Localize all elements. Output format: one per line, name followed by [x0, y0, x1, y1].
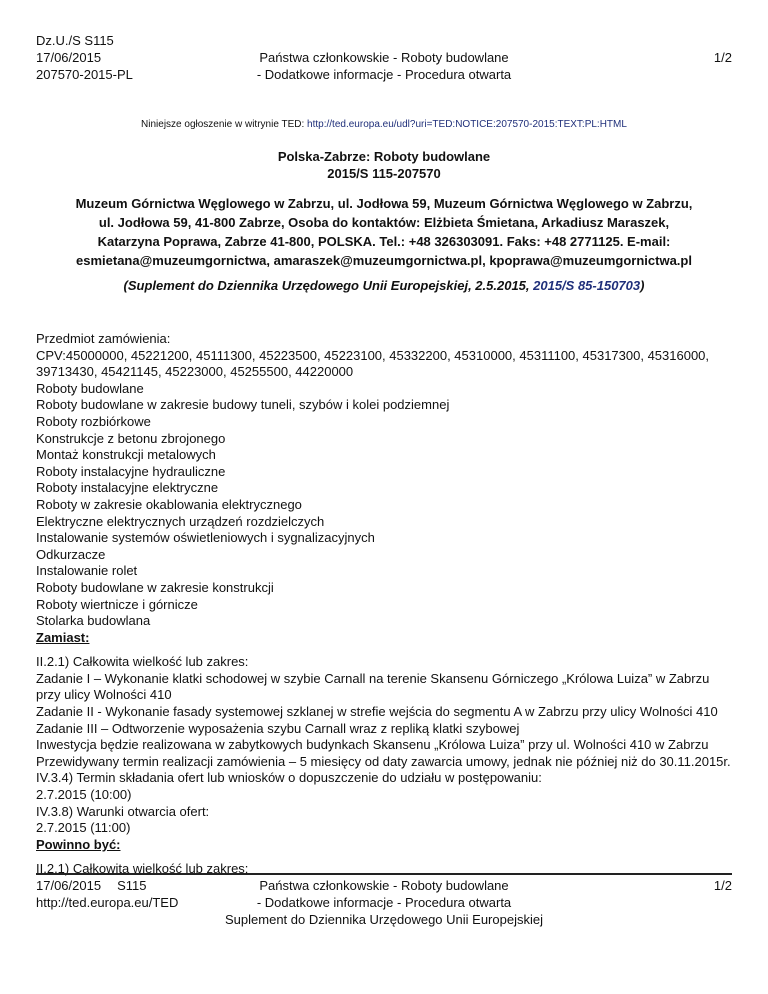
header-ref: Dz.U./S S115 — [36, 33, 114, 48]
list-item: Roboty budowlane w zakresie budowy tuneli, szybów i kolei podziemnej — [36, 397, 450, 413]
instead-line: 2.7.2015 (10:00) — [36, 787, 132, 803]
list-item: Stolarka budowlana — [36, 613, 151, 629]
contracting-line-3: Katarzyna Poprawa, Zabrze 41-800, POLSKA. Tel.: +48 326303091. Faks: +48 2771125. E-mail: — [97, 234, 671, 249]
list-item: Instalowanie systemów oświetleniowych i sygnalizacyjnych — [36, 530, 375, 546]
supplement-reference — [36, 278, 732, 293]
header-title-line1: Państwa członkowskie - Roboty budowlane — [259, 50, 509, 65]
instead-line: II.2.1) Całkowita wielkość lub zakres: — [36, 654, 249, 670]
supplement-link[interactable]: 2015/S 85-150703 — [533, 278, 641, 293]
notice-title-line1: Polska-Zabrze: Roboty budowlane — [277, 149, 491, 164]
footer-title-line3: Suplement do Dziennika Urzędowego Unii Europejskiej — [225, 912, 543, 927]
instead-line: Zadanie III – Odtworzenie wyposażenia szybu Carnall wraz z repliką klatki szybowej — [36, 720, 520, 736]
cpv-line-2: 39713430, 45421145, 45223000, 45255500, 44220000 — [36, 364, 354, 380]
subject-heading: Przedmiot zamówienia: — [36, 331, 171, 346]
footer-title — [36, 877, 732, 928]
instead-line: przy ulicy Wolności 410 — [36, 687, 172, 703]
list-item: Odkurzacze — [36, 546, 106, 562]
page-header — [36, 32, 732, 84]
footer-series: S115 — [117, 878, 147, 893]
list-item: Konstrukcje z betonu zbrojonego — [36, 430, 226, 446]
footer-title-line2: - Dodatkowe informacje - Procedura otwarta — [256, 895, 512, 910]
page-footer — [36, 877, 732, 929]
supplement-prefix: (Suplement do Dziennika Urzędowego Unii Europejskiej, 2.5.2015, — [123, 278, 534, 293]
list-item: Instalowanie rolet — [36, 563, 138, 579]
list-item: Roboty instalacyjne hydrauliczne — [36, 463, 226, 479]
instead-line: Inwestycja będzie realizowana w zabytkowych budynkach Skansenu „Królowa Luiza” przy ul. Wolności 410 w Zabrzu — [36, 737, 709, 753]
list-item: Roboty budowlane — [36, 380, 144, 396]
instead-line: IV.3.4) Termin składania ofert lub wniosków o dopuszczenie do udziału w postępowaniu: — [36, 770, 542, 786]
should-be-label: Powinno być: — [36, 836, 121, 852]
notice-prefix: Niniejsze ogłoszenie w witrynie TED: — [141, 119, 308, 130]
notice-title — [36, 148, 732, 182]
header-page-number: 1/2 — [713, 50, 732, 65]
ted-notice — [36, 119, 732, 130]
footer-url: http://ted.europa.eu/TED — [36, 895, 179, 910]
list-item: Roboty rozbiórkowe — [36, 413, 151, 429]
should-be-line: II.2.1) Całkowita wielkość lub zakres: — [36, 861, 249, 877]
ted-notice-link[interactable]: http://ted.europa.eu/udl?uri=TED:NOTICE:207570-2015:TEXT:PL:HTML — [307, 119, 627, 130]
contracting-line-4: esmietana@muzeumgornictwa, amaraszek@muzeumgornictwa.pl, kpoprawa@muzeumgornictwa.pl — [76, 253, 692, 268]
instead-line: Przewidywany termin realizacji zamówienia – 5 miesięcy od daty zawarcia umowy, jednak nie później niż do 30.11.2015r. — [36, 753, 731, 769]
notice-body — [36, 331, 736, 878]
instead-line: 2.7.2015 (11:00) — [36, 820, 131, 836]
contracting-line-1: Muzeum Górnictwa Węglowego w Zabrzu, ul. Jodłowa 59, Muzeum Górnictwa Węglowego w Zabrzu, — [75, 196, 693, 211]
notice-number: 2015/S 115-207570 — [327, 166, 441, 181]
footer-date: 17/06/2015 — [36, 878, 102, 893]
cpv-line-1: CPV:45000000, 45221200, 45111300, 45223500, 45223100, 45332200, 45310000, 45311100, 45317300, 45316000, — [36, 347, 710, 363]
footer-page-number: 1/2 — [713, 878, 732, 893]
footer-divider — [36, 873, 732, 875]
list-item: Roboty wiertnicze i górnicze — [36, 596, 198, 612]
instead-line: Zadanie I – Wykonanie klatki schodowej w szybie Carnall na terenie Skansenu Górniczego „Królowa Luiza” w Zabrzu — [36, 670, 710, 686]
instead-line: IV.3.8) Warunki otwarcia ofert: — [36, 803, 210, 819]
header-doc-id: 207570-2015-PL — [36, 67, 133, 82]
header-title-line2: - Dodatkowe informacje - Procedura otwarta — [256, 67, 512, 82]
contracting-authority — [50, 194, 718, 270]
instead-label: Zamiast: — [36, 629, 90, 645]
list-item: Montaż konstrukcji metalowych — [36, 447, 216, 463]
supplement-suffix: ) — [640, 278, 645, 293]
list-item: Roboty w zakresie okablowania elektrycznego — [36, 496, 302, 512]
footer-title-line1: Państwa członkowskie - Roboty budowlane — [259, 878, 509, 893]
contracting-line-2: ul. Jodłowa 59, 41-800 Zabrze, Osoba do kontaktów: Elżbieta Śmietana, Arkadiusz Maraszek, — [98, 215, 670, 230]
list-item: Roboty budowlane w zakresie konstrukcji — [36, 579, 274, 595]
instead-line: Zadanie II - Wykonanie fasady systemowej szklanej w strefie wejścia do segmentu A w Zabrzu przy ulicy Wolności 410 — [36, 704, 718, 720]
list-item: Elektryczne elektrycznych urządzeń rozdzielczych — [36, 513, 325, 529]
header-date: 17/06/2015 — [36, 50, 102, 65]
list-item: Roboty instalacyjne elektryczne — [36, 480, 219, 496]
header-title — [36, 49, 732, 83]
